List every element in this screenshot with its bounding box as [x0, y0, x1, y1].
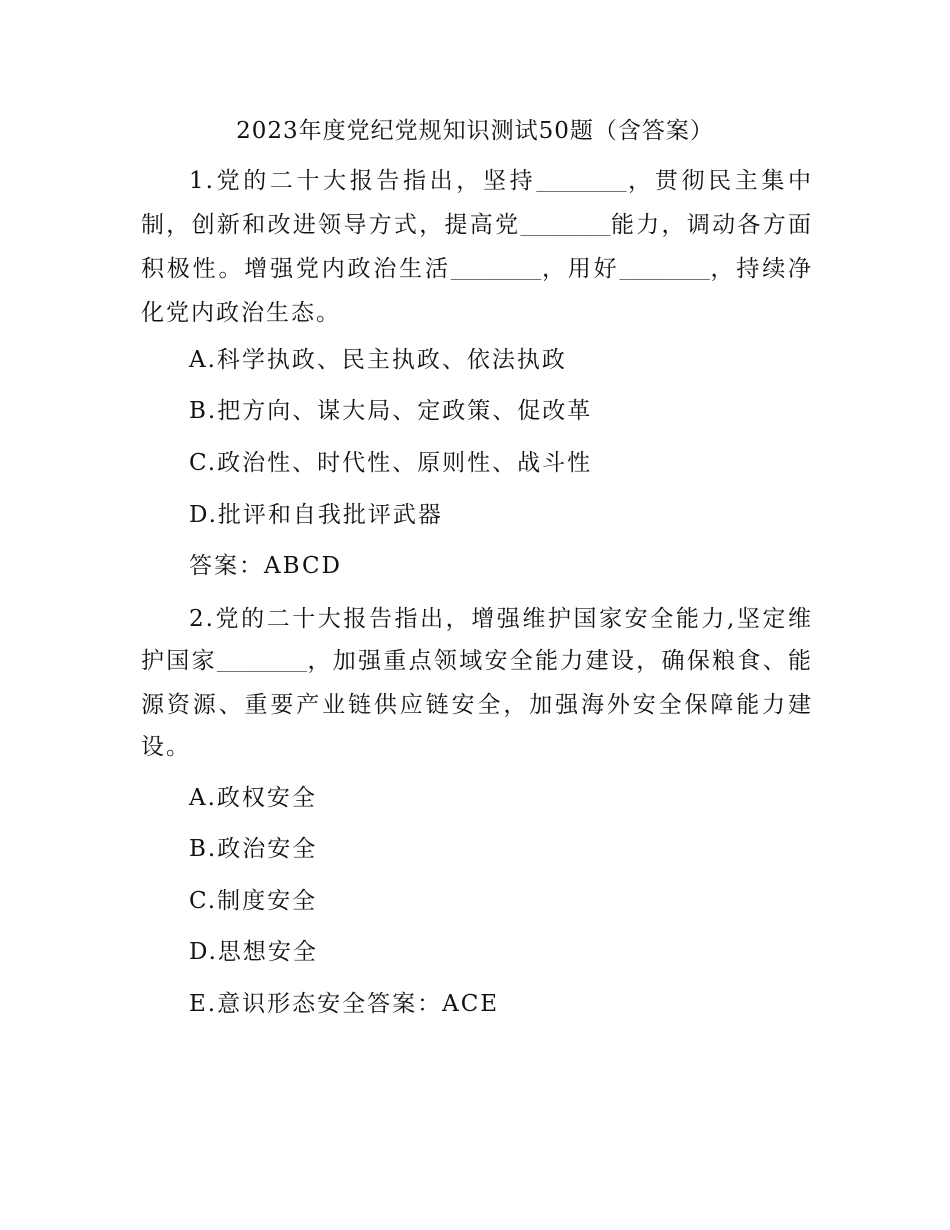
- q1-option-c: C.政治性、时代性、原则性、战斗性: [189, 450, 593, 476]
- question-1-part: ，贯彻民主集中制，创新和改进领导方式，提高党: [141, 168, 814, 238]
- question-2-part: 2.党的二十大报告指出，增强维护国家安全能力,坚定维护国家: [141, 606, 813, 674]
- question-1-part: ，用好: [541, 256, 620, 282]
- q1-option-a: A.科学执政、民主执政、依法执政: [189, 347, 567, 373]
- question-1-text: [141, 160, 813, 334]
- document-title: 2023年度党纪党规知识测试50题（含答案）: [236, 118, 714, 144]
- q2-option-a: A.政权安全: [189, 785, 317, 811]
- fill-blank: __________: [450, 262, 542, 280]
- q2-option-d: D.思想安全: [189, 939, 318, 965]
- question-1-part: 能力，调动各方面积极性。增强党内政治生活: [141, 212, 814, 282]
- q1-answer: 答案：ABCD: [189, 553, 342, 579]
- q2-option-e-answer: E.意识形态安全答案：ACE: [189, 991, 500, 1017]
- q2-option-b: B.政治安全: [189, 836, 318, 862]
- q2-option-c: C.制度安全: [189, 888, 318, 914]
- fill-blank: __________: [536, 174, 627, 192]
- question-2-text: [141, 598, 813, 768]
- fill-blank: __________: [520, 218, 611, 236]
- question-1-part: 1.党的二十大报告指出，坚持: [189, 168, 537, 194]
- question-1-part: ，持续净化党内政治生态。: [141, 256, 814, 326]
- fill-blank: __________: [216, 654, 308, 672]
- question-2-part: ，加强重点领域安全能力建设，确保粮食、能源资源、重要产业链供应链安全，加强海外安全保障能力建设。: [141, 648, 814, 760]
- q1-option-d: D.批评和自我批评武器: [189, 502, 443, 528]
- q1-option-b: B.把方向、谋大局、定政策、促改革: [189, 398, 593, 424]
- fill-blank: __________: [619, 262, 710, 280]
